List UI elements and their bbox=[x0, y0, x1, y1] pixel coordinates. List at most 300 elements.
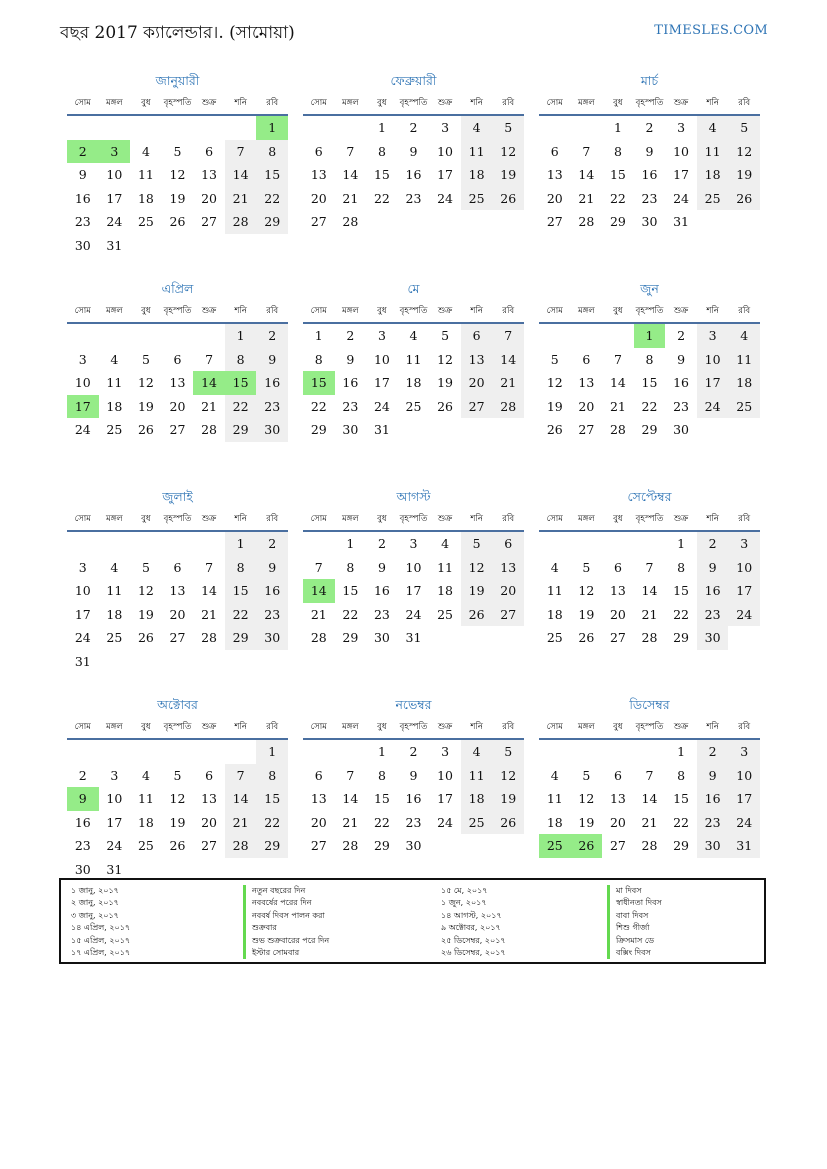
legend-date: ১ জানু, ২০১৭ bbox=[71, 886, 119, 895]
day-cell: 17 bbox=[437, 167, 454, 182]
weekday-label: রবি bbox=[502, 306, 515, 316]
day-cell: 3 bbox=[697, 324, 729, 348]
day-cell: 2 bbox=[697, 740, 729, 764]
day-cell: 6 bbox=[314, 143, 323, 159]
weekday-label: সোম bbox=[546, 514, 563, 524]
day-cell: 11 bbox=[405, 351, 422, 367]
day-cell: 22 bbox=[310, 398, 327, 414]
weekday-label: বুধ bbox=[377, 98, 387, 108]
day-cell: 5 bbox=[141, 351, 150, 367]
day-cell: 23 bbox=[74, 214, 91, 229]
day-cell: 25 bbox=[461, 187, 493, 211]
empty-day-cell bbox=[303, 116, 335, 140]
day-cell: 15 bbox=[641, 375, 658, 390]
empty-day-cell bbox=[602, 532, 634, 556]
day-cell: 1 bbox=[346, 536, 355, 551]
day-cell: 27 bbox=[310, 838, 327, 853]
day-cell: 20 bbox=[578, 398, 595, 414]
legend-holiday-name: স্বাধীনতা দিবস bbox=[607, 897, 662, 909]
day-cell: 14 bbox=[225, 163, 257, 187]
empty-day-cell bbox=[398, 418, 430, 442]
day-grid bbox=[67, 740, 288, 881]
day-cell: 15 bbox=[256, 163, 288, 187]
weekday-label: শুক্র bbox=[437, 98, 453, 108]
empty-day-cell bbox=[429, 418, 461, 442]
day-cell: 19 bbox=[461, 579, 493, 603]
legend-holiday-name: ইস্টার সোমবার bbox=[243, 947, 329, 959]
day-cell: 26 bbox=[169, 214, 186, 229]
weekday-label: সোম bbox=[310, 722, 327, 732]
day-cell: 17 bbox=[67, 395, 99, 419]
day-cell: 18 bbox=[461, 787, 493, 811]
day-cell: 23 bbox=[373, 606, 390, 622]
empty-day-cell bbox=[99, 650, 131, 674]
day-cell: 26 bbox=[169, 838, 186, 853]
empty-day-cell bbox=[335, 116, 367, 140]
day-cell: 26 bbox=[137, 422, 154, 437]
legend-holiday-name: নববর্ষ দিবস পালন করা bbox=[243, 910, 329, 922]
weekday-label: মঙ্গল bbox=[106, 306, 123, 316]
day-cell: 15 bbox=[373, 167, 390, 182]
day-cell: 6 bbox=[492, 532, 524, 556]
day-cell: 18 bbox=[106, 606, 123, 622]
empty-day-cell bbox=[256, 234, 288, 258]
day-cell: 23 bbox=[256, 603, 288, 627]
year-calendar-grid bbox=[67, 72, 760, 904]
empty-day-cell bbox=[697, 418, 729, 442]
day-cell: 20 bbox=[461, 371, 493, 395]
day-cell: 7 bbox=[582, 143, 591, 159]
day-cell: 4 bbox=[141, 767, 150, 783]
day-cell: 3 bbox=[110, 767, 119, 783]
day-cell: 27 bbox=[169, 422, 186, 437]
month-calendar bbox=[303, 280, 524, 488]
weekday-header bbox=[67, 716, 288, 740]
weekday-label: মঙ্গল bbox=[342, 306, 359, 316]
empty-day-cell bbox=[193, 650, 225, 674]
empty-day-cell bbox=[571, 532, 603, 556]
day-cell: 14 bbox=[342, 167, 359, 182]
day-cell: 3 bbox=[78, 559, 87, 575]
empty-day-cell bbox=[539, 116, 571, 140]
day-cell: 23 bbox=[74, 838, 91, 853]
empty-day-cell bbox=[225, 116, 257, 140]
day-cell: 3 bbox=[78, 351, 87, 367]
day-cell: 15 bbox=[256, 787, 288, 811]
day-cell: 30 bbox=[697, 834, 729, 858]
day-cell: 1 bbox=[634, 324, 666, 348]
day-cell: 16 bbox=[256, 579, 288, 603]
day-grid bbox=[303, 532, 524, 650]
day-cell: 30 bbox=[405, 838, 422, 853]
weekday-label: বৃহস্পতি bbox=[399, 514, 428, 524]
weekday-label: বৃহস্পতি bbox=[399, 306, 428, 316]
empty-day-cell bbox=[162, 234, 194, 258]
day-cell: 17 bbox=[728, 787, 760, 811]
day-cell: 12 bbox=[578, 791, 595, 806]
day-cell: 12 bbox=[169, 167, 186, 182]
day-cell: 6 bbox=[613, 767, 622, 783]
day-cell: 20 bbox=[492, 579, 524, 603]
day-cell: 27 bbox=[310, 214, 327, 229]
weekday-label: শুক্র bbox=[673, 722, 689, 732]
day-grid bbox=[303, 116, 524, 234]
day-cell: 2 bbox=[645, 120, 654, 135]
day-cell: 17 bbox=[405, 583, 422, 598]
day-cell: 9 bbox=[409, 767, 418, 783]
day-cell: 25 bbox=[437, 606, 454, 622]
day-cell: 12 bbox=[137, 375, 154, 390]
day-cell: 4 bbox=[697, 116, 729, 140]
month-calendar bbox=[303, 488, 524, 696]
weekday-label: শনি bbox=[234, 306, 247, 316]
day-cell: 7 bbox=[645, 559, 654, 575]
day-cell: 16 bbox=[641, 167, 658, 182]
day-cell: 8 bbox=[677, 559, 686, 575]
day-cell: 4 bbox=[461, 116, 493, 140]
day-cell: 12 bbox=[437, 351, 454, 367]
day-cell: 7 bbox=[205, 559, 214, 575]
day-cell: 3 bbox=[728, 532, 760, 556]
day-cell: 9 bbox=[78, 167, 87, 182]
day-cell: 24 bbox=[437, 814, 454, 830]
day-cell: 13 bbox=[609, 583, 626, 598]
weekday-label: সোম bbox=[546, 306, 563, 316]
weekday-label: রবি bbox=[738, 722, 751, 732]
legend-names-right bbox=[607, 885, 662, 959]
day-grid bbox=[539, 740, 760, 858]
day-cell: 26 bbox=[461, 603, 493, 627]
legend-holiday-name: বক্সিং দিবস bbox=[607, 947, 662, 959]
day-cell: 13 bbox=[310, 791, 327, 806]
weekday-label: মঙ্গল bbox=[106, 98, 123, 108]
weekday-header bbox=[539, 508, 760, 532]
day-cell: 10 bbox=[697, 348, 729, 372]
day-cell: 2 bbox=[677, 328, 686, 343]
day-cell: 2 bbox=[78, 767, 87, 783]
empty-day-cell bbox=[602, 740, 634, 764]
day-cell: 8 bbox=[256, 140, 288, 164]
weekday-header bbox=[303, 716, 524, 740]
weekday-header bbox=[67, 508, 288, 532]
day-cell: 30 bbox=[256, 418, 288, 442]
day-cell: 27 bbox=[201, 838, 218, 853]
day-cell: 22 bbox=[673, 606, 690, 622]
day-cell: 10 bbox=[74, 375, 91, 390]
day-cell: 14 bbox=[609, 375, 626, 390]
day-cell: 12 bbox=[492, 764, 524, 788]
weekday-label: রবি bbox=[502, 98, 515, 108]
day-cell: 31 bbox=[74, 653, 91, 669]
empty-day-cell bbox=[225, 234, 257, 258]
day-cell: 21 bbox=[225, 187, 257, 211]
day-cell: 7 bbox=[613, 351, 622, 367]
day-cell: 8 bbox=[314, 351, 323, 367]
month-name: সেপ্টেম্বর bbox=[627, 489, 672, 504]
empty-day-cell bbox=[335, 740, 367, 764]
day-cell: 12 bbox=[546, 375, 563, 390]
empty-day-cell bbox=[130, 740, 162, 764]
day-cell: 29 bbox=[342, 630, 359, 645]
day-cell: 9 bbox=[256, 556, 288, 580]
day-cell: 18 bbox=[728, 371, 760, 395]
month-name: জানুয়ারী bbox=[155, 73, 200, 88]
legend-holiday-name: শুক্রবার bbox=[243, 922, 329, 934]
day-cell: 30 bbox=[256, 626, 288, 650]
day-cell: 11 bbox=[461, 764, 493, 788]
empty-day-cell bbox=[193, 234, 225, 258]
weekday-label: সোম bbox=[74, 306, 91, 316]
weekday-label: বুধ bbox=[613, 98, 623, 108]
month-name: জুন bbox=[640, 281, 659, 296]
empty-day-cell bbox=[193, 324, 225, 348]
weekday-label: শুক্র bbox=[673, 98, 689, 108]
day-cell: 29 bbox=[373, 838, 390, 853]
day-cell: 13 bbox=[169, 375, 186, 390]
day-cell: 5 bbox=[441, 328, 450, 343]
day-cell: 9 bbox=[677, 351, 686, 367]
day-cell: 11 bbox=[437, 559, 454, 575]
month-name: মার্চ bbox=[640, 73, 659, 88]
day-cell: 21 bbox=[201, 606, 218, 622]
day-cell: 5 bbox=[728, 116, 760, 140]
day-cell: 4 bbox=[110, 559, 119, 575]
day-cell: 28 bbox=[492, 395, 524, 419]
day-cell: 16 bbox=[673, 375, 690, 390]
empty-day-cell bbox=[162, 740, 194, 764]
legend-holiday-name: ক্রিসমাস ডে bbox=[607, 935, 662, 947]
day-cell: 16 bbox=[405, 791, 422, 806]
day-cell: 10 bbox=[106, 167, 123, 182]
empty-day-cell bbox=[539, 324, 571, 348]
legend-date: ১৫ মে, ২০১৭ bbox=[441, 886, 488, 895]
empty-day-cell bbox=[225, 740, 257, 764]
weekday-label: মঙ্গল bbox=[342, 514, 359, 524]
month-name: জুলাই bbox=[162, 489, 193, 504]
day-cell: 23 bbox=[697, 811, 729, 835]
weekday-label: বৃহস্পতি bbox=[163, 306, 192, 316]
month-calendar bbox=[67, 488, 288, 696]
day-cell: 16 bbox=[373, 583, 390, 598]
day-cell: 15 bbox=[673, 791, 690, 806]
empty-day-cell bbox=[99, 740, 131, 764]
day-cell: 8 bbox=[346, 559, 355, 575]
day-cell: 13 bbox=[310, 167, 327, 182]
weekday-label: বুধ bbox=[377, 306, 387, 316]
day-cell: 4 bbox=[441, 536, 450, 551]
day-cell: 21 bbox=[342, 814, 359, 830]
day-cell: 24 bbox=[697, 395, 729, 419]
day-cell: 25 bbox=[106, 630, 123, 645]
empty-day-cell bbox=[461, 834, 493, 858]
month-name: অক্টোবর bbox=[157, 697, 198, 712]
weekday-label: মঙ্গল bbox=[342, 98, 359, 108]
weekday-label: শুক্র bbox=[437, 514, 453, 524]
day-cell: 15 bbox=[342, 583, 359, 598]
day-grid bbox=[67, 116, 288, 257]
legend-holiday-name: মা দিবস bbox=[607, 885, 662, 897]
day-cell: 14 bbox=[578, 167, 595, 182]
day-cell: 8 bbox=[225, 348, 257, 372]
weekday-label: বুধ bbox=[613, 306, 623, 316]
day-cell: 28 bbox=[225, 834, 257, 858]
month-calendar bbox=[539, 72, 760, 280]
day-cell: 24 bbox=[106, 214, 123, 229]
day-cell: 2 bbox=[409, 744, 418, 759]
empty-day-cell bbox=[193, 532, 225, 556]
day-cell: 5 bbox=[550, 351, 559, 367]
day-cell: 12 bbox=[578, 583, 595, 598]
day-cell: 26 bbox=[492, 811, 524, 835]
weekday-label: বৃহস্পতি bbox=[163, 98, 192, 108]
month-calendar bbox=[67, 72, 288, 280]
day-cell: 9 bbox=[409, 143, 418, 159]
day-cell: 10 bbox=[437, 767, 454, 783]
empty-day-cell bbox=[429, 834, 461, 858]
day-cell: 1 bbox=[256, 740, 288, 764]
day-cell: 21 bbox=[641, 814, 658, 830]
empty-day-cell bbox=[193, 740, 225, 764]
day-cell: 6 bbox=[173, 559, 182, 575]
day-cell: 9 bbox=[377, 559, 386, 575]
month-calendar bbox=[303, 696, 524, 904]
day-cell: 11 bbox=[106, 583, 123, 598]
day-cell: 16 bbox=[74, 814, 91, 830]
legend-holiday-name: নববর্ষের পরের দিন bbox=[243, 897, 329, 909]
day-cell: 13 bbox=[461, 348, 493, 372]
site-name-link[interactable]: TIMESLES.COM bbox=[654, 23, 768, 38]
day-cell: 31 bbox=[405, 630, 422, 645]
day-cell: 14 bbox=[342, 791, 359, 806]
empty-day-cell bbox=[193, 116, 225, 140]
day-cell: 15 bbox=[609, 167, 626, 182]
day-cell: 28 bbox=[609, 422, 626, 437]
day-cell: 18 bbox=[106, 398, 123, 414]
day-cell: 16 bbox=[697, 787, 729, 811]
day-cell: 20 bbox=[201, 190, 218, 206]
day-cell: 5 bbox=[173, 143, 182, 159]
day-grid bbox=[539, 116, 760, 234]
day-cell: 19 bbox=[492, 163, 524, 187]
day-cell: 29 bbox=[641, 422, 658, 437]
empty-day-cell bbox=[303, 532, 335, 556]
day-cell: 4 bbox=[461, 740, 493, 764]
day-cell: 18 bbox=[137, 190, 154, 206]
day-cell: 20 bbox=[546, 190, 563, 206]
weekday-header bbox=[303, 92, 524, 116]
empty-day-cell bbox=[162, 116, 194, 140]
legend-date: ১৭ এপ্রিল, ২০১৭ bbox=[71, 947, 131, 957]
weekday-header bbox=[67, 92, 288, 116]
legend-date: ২৬ ডিসেম্বর, ২০১৭ bbox=[441, 947, 506, 957]
day-cell: 28 bbox=[641, 838, 658, 853]
day-cell: 18 bbox=[546, 606, 563, 622]
day-cell: 8 bbox=[225, 556, 257, 580]
legend-date: ১৪ আগস্ট, ২০১৭ bbox=[441, 910, 502, 920]
day-cell: 19 bbox=[728, 163, 760, 187]
day-cell: 13 bbox=[201, 791, 218, 806]
empty-day-cell bbox=[130, 532, 162, 556]
day-cell: 19 bbox=[578, 814, 595, 830]
day-cell: 29 bbox=[256, 834, 288, 858]
legend-holiday-name: শিশু গীর্জা bbox=[607, 922, 662, 934]
day-cell: 30 bbox=[74, 861, 91, 877]
day-cell: 25 bbox=[405, 398, 422, 414]
day-cell: 2 bbox=[256, 532, 288, 556]
day-cell: 24 bbox=[673, 190, 690, 206]
day-cell: 26 bbox=[728, 187, 760, 211]
legend-dates-left bbox=[71, 885, 130, 959]
day-cell: 7 bbox=[645, 767, 654, 783]
day-cell: 24 bbox=[728, 811, 760, 835]
day-cell: 27 bbox=[169, 630, 186, 645]
day-cell: 19 bbox=[546, 398, 563, 414]
month-calendar bbox=[67, 696, 288, 904]
day-cell: 30 bbox=[641, 214, 658, 229]
day-cell: 13 bbox=[546, 167, 563, 182]
empty-day-cell bbox=[67, 740, 99, 764]
day-cell: 13 bbox=[609, 791, 626, 806]
weekday-label: মঙ্গল bbox=[578, 514, 595, 524]
legend-date: ১৫ এপ্রিল, ২০১৭ bbox=[71, 935, 131, 945]
weekday-header bbox=[303, 508, 524, 532]
day-cell: 9 bbox=[697, 556, 729, 580]
day-cell: 20 bbox=[169, 398, 186, 414]
empty-day-cell bbox=[728, 210, 760, 234]
weekday-label: বুধ bbox=[141, 98, 151, 108]
empty-day-cell bbox=[67, 324, 99, 348]
day-cell: 7 bbox=[225, 764, 257, 788]
day-cell: 24 bbox=[106, 838, 123, 853]
legend-dates-right bbox=[441, 885, 506, 959]
empty-day-cell bbox=[461, 626, 493, 650]
weekday-label: সোম bbox=[310, 306, 327, 316]
day-cell: 15 bbox=[673, 583, 690, 598]
day-cell: 18 bbox=[697, 163, 729, 187]
empty-day-cell bbox=[303, 740, 335, 764]
day-cell: 20 bbox=[310, 814, 327, 830]
day-cell: 1 bbox=[613, 120, 622, 135]
day-cell: 6 bbox=[205, 767, 214, 783]
day-cell: 27 bbox=[546, 214, 563, 229]
empty-day-cell bbox=[728, 418, 760, 442]
empty-day-cell bbox=[67, 532, 99, 556]
day-cell: 26 bbox=[578, 630, 595, 645]
day-cell: 8 bbox=[377, 767, 386, 783]
weekday-label: বৃহস্পতি bbox=[399, 98, 428, 108]
day-cell: 22 bbox=[342, 606, 359, 622]
page-title: বছর 2017 ক্যালেন্ডার।. (সামোয়া) bbox=[60, 23, 295, 43]
holiday-legend bbox=[59, 878, 766, 964]
day-cell: 18 bbox=[437, 583, 454, 598]
day-cell: 16 bbox=[256, 371, 288, 395]
day-cell: 2 bbox=[67, 140, 99, 164]
day-cell: 12 bbox=[492, 140, 524, 164]
weekday-label: শুক্র bbox=[201, 98, 217, 108]
day-cell: 19 bbox=[492, 787, 524, 811]
weekday-header bbox=[539, 716, 760, 740]
day-cell: 27 bbox=[201, 214, 218, 229]
day-grid bbox=[67, 324, 288, 442]
day-cell: 19 bbox=[169, 814, 186, 830]
legend-holiday-name: শুভ শুক্রবারের পরে দিন bbox=[243, 935, 329, 947]
weekday-label: সোম bbox=[74, 98, 91, 108]
month-name: মে bbox=[407, 281, 420, 296]
empty-day-cell bbox=[571, 116, 603, 140]
day-cell: 17 bbox=[106, 190, 123, 206]
weekday-label: মঙ্গল bbox=[578, 722, 595, 732]
empty-day-cell bbox=[225, 650, 257, 674]
